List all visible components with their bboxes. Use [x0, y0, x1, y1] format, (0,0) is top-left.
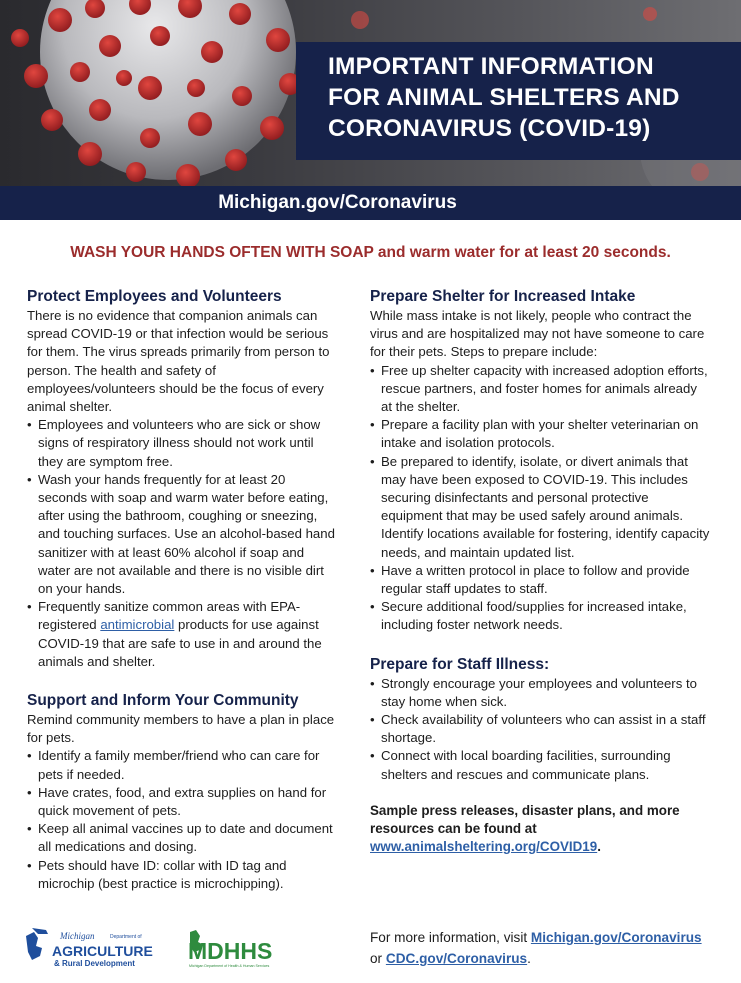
intake-intro: While mass intake is not likely, people who contract the virus and are hospitalized may not have someone to care for their pets. Steps to prepare include:	[370, 308, 705, 360]
support-intro: Remind community members to have a plan in place for pets.	[27, 712, 335, 746]
resources-paragraph	[370, 802, 710, 856]
illness-heading: Prepare for Staff Illness:	[370, 655, 550, 673]
list-item	[27, 598, 337, 671]
animalsheltering-link[interactable]: www.animalsheltering.org/COVID19	[370, 838, 598, 854]
list-item: • Free up shelter capacity with increased adoption efforts, rescue partners, and foster homes for animals already at the shelter.	[370, 362, 710, 417]
title-line-2: FOR ANIMAL SHELTERS AND	[328, 84, 680, 111]
title-box	[296, 42, 741, 160]
list-item: • Strongly encourage your employees and volunteers to stay home when sick.	[370, 675, 710, 711]
title-line-1: IMPORTANT INFORMATION	[328, 53, 654, 80]
mda-agri: AGRICULTURE	[52, 943, 153, 959]
title-line-3: CORONAVIRUS (COVID-19)	[328, 115, 651, 142]
list-item: • Identify a family member/friend who can care for pets if needed.	[27, 747, 337, 783]
protect-heading: Protect Employees and Volunteers	[27, 288, 282, 305]
footer-mid: or	[370, 951, 386, 966]
wash-hands-banner: WASH YOUR HANDS OFTEN WITH SOAP and warm water for at least 20 seconds.	[70, 244, 671, 261]
michigan-gov-link[interactable]: Michigan.gov/Coronavirus	[530, 930, 702, 945]
resources-text: Sample press releases, disaster plans, and more resources can be found at	[370, 802, 680, 836]
intake-heading: Prepare Shelter for Increased Intake	[370, 288, 636, 305]
mda-line1: Michigan	[60, 931, 95, 941]
support-list	[27, 747, 337, 893]
illness-list	[370, 675, 710, 784]
left-column	[27, 287, 337, 893]
mdhhs-sub: Michigan Department of Health & Human Services	[189, 964, 270, 968]
antimicrobial-link[interactable]: antimicrobial	[100, 617, 175, 633]
cdc-gov-link[interactable]: CDC.gov/Coronavirus	[385, 951, 528, 966]
list-item: • Secure additional food/supplies for increased intake, including foster network needs.	[370, 598, 710, 634]
sanitize-text-pre: Frequently sanitize common areas with EPA-registered	[38, 599, 301, 633]
footer-end: .	[527, 951, 531, 966]
list-item: • Employees and volunteers who are sick or show signs of respiratory illness should not work until they are symptom free.	[27, 416, 337, 471]
list-item: • Have a written protocol in place to follow and provide regular staff updates to staff.	[370, 562, 710, 598]
list-item: • Have crates, food, and extra supplies on hand for quick movement of pets.	[27, 784, 337, 820]
header-url-bar	[0, 186, 741, 220]
list-item: • Keep all animal vaccines up to date and document all medications and dosing.	[27, 820, 337, 856]
list-item: • Wash your hands frequently for at least 20 seconds with soap and warm water before eating, after using the bathroom, coughing or sneezing, and touching surfaces. Use an alcohol-based hand sanitizer with at least 60% alcohol if soap and water are not available and there is no visible dirt on your hands.	[27, 471, 337, 598]
mda-rural: & Rural Development	[54, 959, 135, 968]
sanitize-text-post: products for use against COVID-19 that are safe to use in and around the animals and shelter.	[38, 617, 322, 669]
support-heading: Support and Inform Your Community	[27, 692, 299, 710]
mdhhs-name: MDHHS	[188, 938, 273, 964]
mda-agriculture-logo-icon	[24, 926, 156, 970]
list-item: • Be prepared to identify, isolate, or divert animals that may have been exposed to COVID-19. This includes securing disinfectants and personal protective equipment that may be used safely around animals. Identify locations available for fostering, identify capacity needs, and maintain updated list.	[370, 453, 710, 562]
right-column	[370, 287, 710, 856]
footer-pre: For more information, visit	[370, 930, 531, 945]
resources-end: .	[597, 838, 601, 854]
list-item: • Pets should have ID: collar with ID tag and microchip (best practice is microchipping).	[27, 857, 337, 893]
header-url[interactable]: Michigan.gov/Coronavirus	[218, 192, 457, 213]
protect-intro: There is no evidence that companion animals can spread COVID-19 or that infection would be serious for them. The virus spreads primarily from person to person. The health and safety of employees/volunteers should be the focus of every animal shelter.	[27, 308, 330, 415]
protect-list	[27, 416, 337, 671]
mda-dept: Department of	[110, 934, 142, 940]
list-item: • Connect with local boarding facilities, surrounding shelters and rescues and communicate plans.	[370, 747, 710, 783]
footer-text	[370, 927, 730, 969]
list-item: • Check availability of volunteers who can assist in a staff shortage.	[370, 711, 710, 747]
mdhhs-logo-icon	[186, 926, 296, 970]
list-item: • Prepare a facility plan with your shelter veterinarian on intake and isolation protocols.	[370, 416, 710, 452]
header-hero	[0, 0, 741, 186]
intake-list	[370, 362, 710, 635]
